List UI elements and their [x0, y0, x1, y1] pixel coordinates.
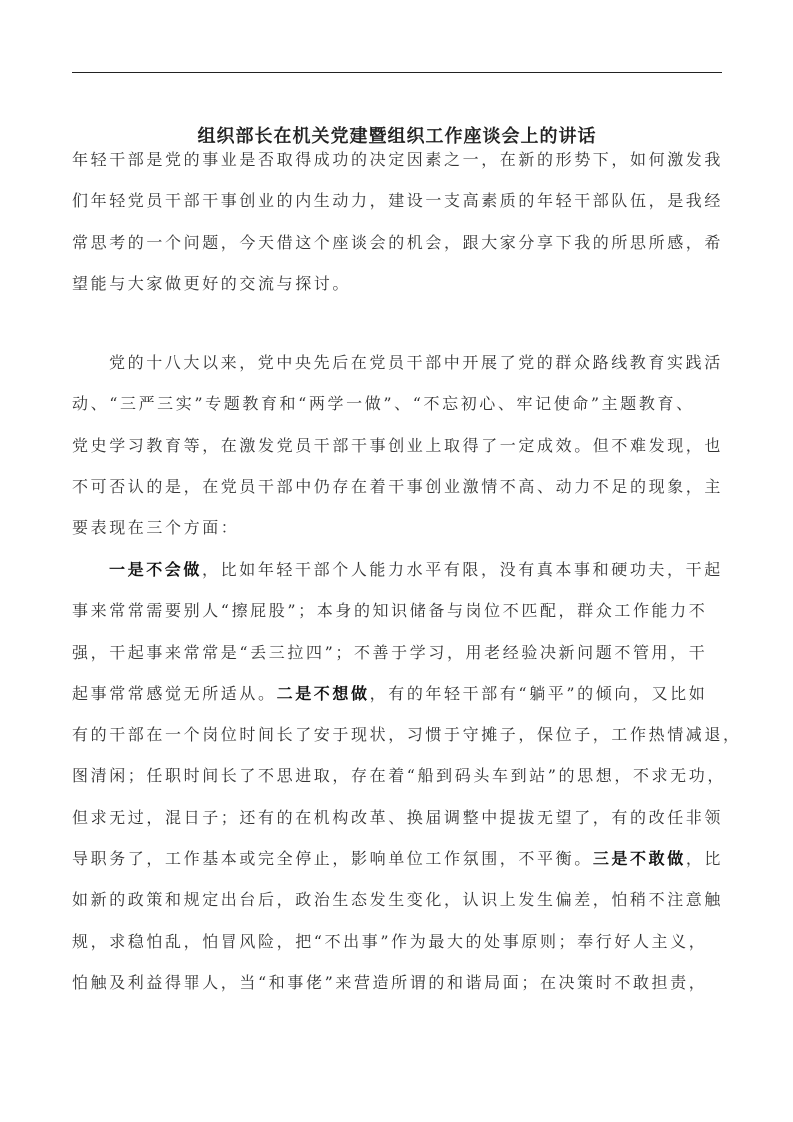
body-text: ，比 [685, 849, 724, 869]
body-text: 如新的政策和规定出台后，政治生态发生变化，认识上发生偏差，怕稍不注意触 [72, 890, 724, 910]
paragraph-background [72, 342, 732, 548]
text-line [72, 962, 732, 1003]
body-text: 们年轻党员干部干事创业的内生动力，建设一支高素质的年轻干部队伍，是我经 [72, 191, 724, 211]
text-line [72, 180, 732, 221]
body-text: ，比如年轻干部个人能力水平有限，没有真本事和硬功夫，干起 [202, 560, 723, 579]
text-line [72, 714, 742, 755]
body-text: 图清闲；任职时间长了不思进取，存在着“船到码头车到站”的思想，不求无功， [72, 766, 726, 786]
body-text: 规，求稳怕乱，怕冒风险，把“不出事”作为最大的处事原则；奉行好人主义， [72, 931, 708, 951]
body-text: 党的十八大以来，党中央先后在党员干部中开展了党的群众路线教育实践活 [109, 353, 723, 372]
text-line [72, 632, 732, 673]
bold-heading-text: 三是不敢做 [592, 849, 686, 869]
text-line [72, 507, 732, 548]
text-line [72, 222, 732, 263]
text-line [72, 425, 732, 466]
text-line [72, 342, 732, 383]
text-line [72, 549, 732, 590]
document-title: 组织部长在机关党建暨组织工作座谈会上的讲话 [197, 126, 597, 147]
body-text: 党史学习教育等，在激发党员干部干事创业上取得了一定成效。但不难发现，也 [72, 435, 724, 455]
body-text: 年轻干部是党的事业是否取得成功的决定因素之一，在新的形势下，如何激发我 [72, 150, 724, 169]
text-line [72, 673, 732, 714]
body-text: ，有的年轻干部有“躺平”的倾向，又比如 [369, 683, 708, 703]
text-line [72, 838, 732, 879]
paragraph-intro [72, 139, 732, 304]
body-text: 起事常常感觉无所适从。 [72, 683, 277, 703]
header-rule [72, 72, 722, 73]
bold-heading-text: 二是不想做 [276, 683, 370, 703]
text-line [72, 263, 732, 304]
text-line [72, 755, 732, 796]
body-text: 导职务了，工作基本或完全停止，影响单位工作氛围，不平衡。 [72, 849, 593, 869]
body-text: 有的干部在一个岗位时间长了安于现状，习惯于守摊子，保位子，工作热情减退， [72, 725, 742, 745]
body-text: 常思考的一个问题，今天借这个座谈会的机会，跟大家分享下我的所思所感，希 [72, 232, 724, 252]
body-text: 不可否认的是，在党员干部中仍存在着干事创业激情不高、动力不足的现象，主 [72, 476, 724, 496]
body-text: 事来常常需要别人“擦屁股”；本身的知识储备与岗位不匹配，群众工作能力不 [72, 601, 708, 621]
text-line [72, 139, 732, 180]
text-line [72, 797, 732, 838]
paragraph-three-problems [72, 549, 742, 1003]
body-text: 望能与大家做更好的交流与探讨。 [72, 273, 352, 293]
body-text: 动、“三严三实”专题教育和“两学一做”、“不忘初心、牢记使命”主题教育、 [72, 394, 695, 414]
text-line [72, 590, 732, 631]
bold-heading-text: 一是不会做 [109, 560, 203, 579]
text-line [72, 466, 732, 507]
text-line [72, 879, 732, 920]
text-line [72, 383, 732, 424]
body-text: 要表现在三个方面： [72, 518, 240, 538]
text-line [72, 921, 732, 962]
body-text: 怕触及利益得罪人，当“和事佬”来营造所谓的和谐局面；在决策时不敢担责， [72, 972, 708, 992]
body-text: 但求无过，混日子；还有的在机构改革、换届调整中提拔无望了，有的改任非领 [72, 807, 724, 827]
body-text: 强，干起事来常常是“丢三拉四”；不善于学习，用老经验决新问题不管用，干 [72, 642, 708, 662]
